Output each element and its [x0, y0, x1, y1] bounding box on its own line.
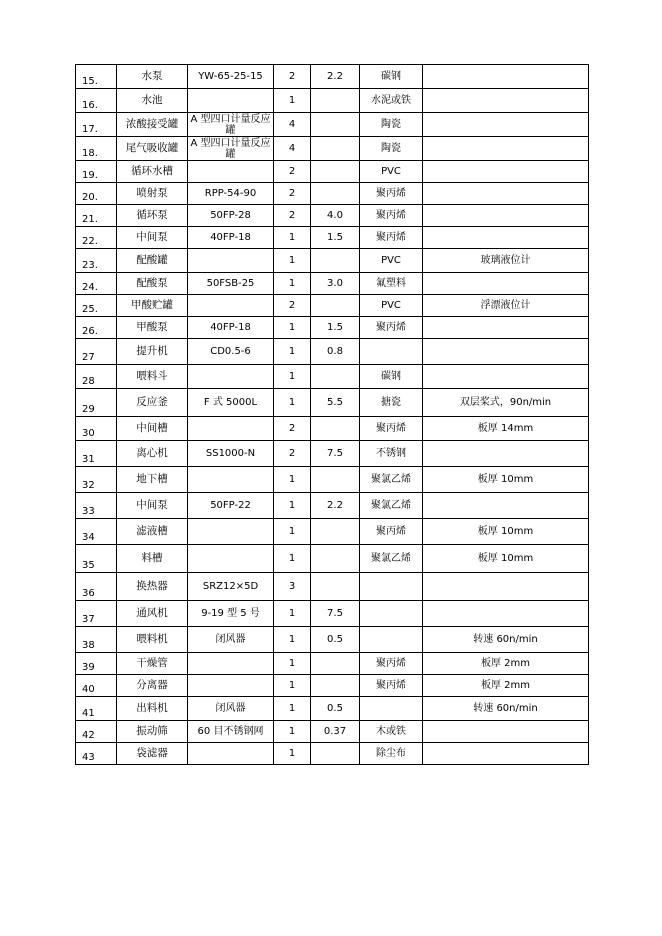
model-spec-cell: 50FSB-25	[188, 273, 274, 295]
material-cell: 除尘布	[360, 743, 423, 765]
row-number-cell: 20.	[76, 183, 117, 205]
power-kw-cell	[311, 183, 360, 205]
equipment-name-cell: 循环泵	[117, 205, 188, 227]
quantity-cell: 1	[274, 89, 311, 113]
table-row	[76, 227, 589, 249]
equipment-name-cell: 中间泵	[117, 227, 188, 249]
remarks-cell	[423, 205, 589, 227]
remarks-cell	[423, 113, 589, 137]
row-number-cell: 23.	[76, 249, 117, 273]
model-spec-cell: YW-65-25-15	[188, 65, 274, 89]
remarks-cell: 板厚 10mm	[423, 519, 589, 545]
material-cell: PVC	[360, 249, 423, 273]
power-kw-cell: 7.5	[311, 601, 360, 627]
table-row	[76, 339, 589, 365]
table-row	[76, 389, 589, 417]
equipment-name-cell: 甲酸贮罐	[117, 295, 188, 317]
model-spec-cell	[188, 417, 274, 441]
model-spec-cell: 闭风器	[188, 697, 274, 721]
material-cell: 陶瓷	[360, 113, 423, 137]
remarks-cell	[423, 365, 589, 389]
power-kw-cell: 0.8	[311, 339, 360, 365]
remarks-cell	[423, 183, 589, 205]
quantity-cell: 4	[274, 137, 311, 161]
row-number-cell: 18.	[76, 137, 117, 161]
remarks-cell	[423, 721, 589, 743]
remarks-cell	[423, 441, 589, 467]
row-number-cell: 21.	[76, 205, 117, 227]
quantity-cell: 1	[274, 467, 311, 493]
material-cell: 氟塑料	[360, 273, 423, 295]
power-kw-cell: 0.37	[311, 721, 360, 743]
model-spec-cell: 50FP-28	[188, 205, 274, 227]
power-kw-cell	[311, 161, 360, 183]
quantity-cell: 3	[274, 573, 311, 601]
model-spec-cell: 60 目不锈钢网	[188, 721, 274, 743]
equipment-table-body	[76, 65, 589, 765]
table-row	[76, 365, 589, 389]
row-number-cell: 17.	[76, 113, 117, 137]
row-number-cell: 38	[76, 627, 117, 653]
material-cell: 不锈钢	[360, 441, 423, 467]
model-spec-cell: SS1000-N	[188, 441, 274, 467]
table-row	[76, 89, 589, 113]
equipment-name-cell: 分离器	[117, 675, 188, 697]
remarks-cell: 浮漂液位计	[423, 295, 589, 317]
remarks-cell	[423, 65, 589, 89]
material-cell	[360, 627, 423, 653]
material-cell: 陶瓷	[360, 137, 423, 161]
equipment-table	[75, 64, 589, 765]
remarks-cell: 转速 60n/min	[423, 697, 589, 721]
quantity-cell: 2	[274, 417, 311, 441]
row-number-cell: 39	[76, 653, 117, 675]
model-spec-cell	[188, 519, 274, 545]
equipment-name-cell: 配酸泵	[117, 273, 188, 295]
remarks-cell	[423, 573, 589, 601]
quantity-cell: 1	[274, 227, 311, 249]
row-number-cell: 36	[76, 573, 117, 601]
power-kw-cell: 7.5	[311, 441, 360, 467]
row-number-cell: 42	[76, 721, 117, 743]
model-spec-cell	[188, 89, 274, 113]
model-spec-cell: RPP-54-90	[188, 183, 274, 205]
row-number-cell: 24.	[76, 273, 117, 295]
equipment-name-cell: 离心机	[117, 441, 188, 467]
power-kw-cell	[311, 519, 360, 545]
power-kw-cell: 1.5	[311, 317, 360, 339]
equipment-name-cell: 水泵	[117, 65, 188, 89]
row-number-cell: 27	[76, 339, 117, 365]
model-spec-cell: A 型四口计量反应罐	[188, 113, 274, 137]
power-kw-cell	[311, 113, 360, 137]
table-row	[76, 573, 589, 601]
model-spec-cell	[188, 467, 274, 493]
power-kw-cell	[311, 137, 360, 161]
row-number-cell: 31	[76, 441, 117, 467]
equipment-name-cell: 配酸罐	[117, 249, 188, 273]
material-cell	[360, 573, 423, 601]
equipment-name-cell: 干燥管	[117, 653, 188, 675]
model-spec-cell: CD0.5-6	[188, 339, 274, 365]
model-spec-cell: 50FP-22	[188, 493, 274, 519]
equipment-name-cell: 中间槽	[117, 417, 188, 441]
power-kw-cell	[311, 417, 360, 441]
remarks-cell: 板厚 10mm	[423, 545, 589, 573]
quantity-cell: 1	[274, 389, 311, 417]
quantity-cell: 1	[274, 627, 311, 653]
remarks-cell: 板厚 10mm	[423, 467, 589, 493]
remarks-cell: 板厚 2mm	[423, 675, 589, 697]
remarks-cell	[423, 89, 589, 113]
quantity-cell: 1	[274, 721, 311, 743]
model-spec-cell: 闭风器	[188, 627, 274, 653]
row-number-cell: 28	[76, 365, 117, 389]
power-kw-cell	[311, 545, 360, 573]
row-number-cell: 32	[76, 467, 117, 493]
row-number-cell: 43	[76, 743, 117, 765]
material-cell: 聚丙烯	[360, 417, 423, 441]
quantity-cell: 2	[274, 183, 311, 205]
equipment-name-cell: 水池	[117, 89, 188, 113]
remarks-cell: 板厚 14mm	[423, 417, 589, 441]
material-cell: 聚丙烯	[360, 653, 423, 675]
quantity-cell: 2	[274, 205, 311, 227]
table-row	[76, 545, 589, 573]
material-cell: 木或铁	[360, 721, 423, 743]
table-row	[76, 627, 589, 653]
model-spec-cell	[188, 161, 274, 183]
model-spec-cell	[188, 295, 274, 317]
power-kw-cell: 0.5	[311, 627, 360, 653]
row-number-cell: 41	[76, 697, 117, 721]
model-spec-cell	[188, 249, 274, 273]
material-cell: PVC	[360, 161, 423, 183]
quantity-cell: 1	[274, 601, 311, 627]
row-number-cell: 22.	[76, 227, 117, 249]
power-kw-cell	[311, 89, 360, 113]
material-cell	[360, 697, 423, 721]
equipment-name-cell: 料槽	[117, 545, 188, 573]
table-row	[76, 721, 589, 743]
equipment-name-cell: 循环水槽	[117, 161, 188, 183]
row-number-cell: 30	[76, 417, 117, 441]
power-kw-cell: 5.5	[311, 389, 360, 417]
table-row	[76, 697, 589, 721]
power-kw-cell	[311, 295, 360, 317]
row-number-cell: 37	[76, 601, 117, 627]
model-spec-cell: 40FP-18	[188, 317, 274, 339]
remarks-cell: 玻璃液位计	[423, 249, 589, 273]
equipment-name-cell: 地下槽	[117, 467, 188, 493]
row-number-cell: 34	[76, 519, 117, 545]
remarks-cell	[423, 601, 589, 627]
quantity-cell: 4	[274, 113, 311, 137]
quantity-cell: 1	[274, 743, 311, 765]
quantity-cell: 1	[274, 365, 311, 389]
material-cell: 聚丙烯	[360, 317, 423, 339]
quantity-cell: 1	[274, 317, 311, 339]
quantity-cell: 1	[274, 697, 311, 721]
table-row	[76, 675, 589, 697]
table-row	[76, 601, 589, 627]
quantity-cell: 1	[274, 519, 311, 545]
equipment-name-cell: 喂料机	[117, 627, 188, 653]
table-row	[76, 249, 589, 273]
equipment-name-cell: 出料机	[117, 697, 188, 721]
power-kw-cell	[311, 365, 360, 389]
equipment-name-cell: 袋滤器	[117, 743, 188, 765]
remarks-cell	[423, 273, 589, 295]
model-spec-cell	[188, 545, 274, 573]
table-row	[76, 161, 589, 183]
table-row	[76, 113, 589, 137]
remarks-cell	[423, 743, 589, 765]
equipment-name-cell: 喷射泵	[117, 183, 188, 205]
quantity-cell: 2	[274, 295, 311, 317]
model-spec-cell: A 型四口计量反应罐	[188, 137, 274, 161]
model-spec-cell	[188, 675, 274, 697]
remarks-cell	[423, 317, 589, 339]
quantity-cell: 1	[274, 273, 311, 295]
remarks-cell	[423, 227, 589, 249]
power-kw-cell: 2.2	[311, 65, 360, 89]
remarks-cell	[423, 493, 589, 519]
table-row	[76, 743, 589, 765]
quantity-cell: 1	[274, 339, 311, 365]
power-kw-cell: 4.0	[311, 205, 360, 227]
quantity-cell: 1	[274, 545, 311, 573]
equipment-name-cell: 浓酸接受罐	[117, 113, 188, 137]
remarks-cell: 转速 60n/min	[423, 627, 589, 653]
quantity-cell: 2	[274, 161, 311, 183]
table-row	[76, 65, 589, 89]
material-cell: 聚丙烯	[360, 519, 423, 545]
power-kw-cell	[311, 653, 360, 675]
quantity-cell: 2	[274, 65, 311, 89]
power-kw-cell: 0.5	[311, 697, 360, 721]
model-spec-cell: 9-19 型 5 号	[188, 601, 274, 627]
row-number-cell: 26.	[76, 317, 117, 339]
table-row	[76, 137, 589, 161]
material-cell: 聚丙烯	[360, 183, 423, 205]
row-number-cell: 25.	[76, 295, 117, 317]
table-row	[76, 493, 589, 519]
material-cell: 聚丙烯	[360, 675, 423, 697]
table-row	[76, 467, 589, 493]
remarks-cell	[423, 161, 589, 183]
row-number-cell: 19.	[76, 161, 117, 183]
remarks-cell	[423, 137, 589, 161]
power-kw-cell	[311, 675, 360, 697]
table-row	[76, 205, 589, 227]
model-spec-cell	[188, 365, 274, 389]
quantity-cell: 2	[274, 441, 311, 467]
model-spec-cell	[188, 653, 274, 675]
row-number-cell: 33	[76, 493, 117, 519]
power-kw-cell: 2.2	[311, 493, 360, 519]
material-cell: PVC	[360, 295, 423, 317]
material-cell: 聚丙烯	[360, 227, 423, 249]
table-row	[76, 183, 589, 205]
quantity-cell: 1	[274, 493, 311, 519]
remarks-cell	[423, 339, 589, 365]
material-cell: 碳钢	[360, 365, 423, 389]
equipment-name-cell: 振动筛	[117, 721, 188, 743]
power-kw-cell: 3.0	[311, 273, 360, 295]
power-kw-cell	[311, 467, 360, 493]
model-spec-cell: F 式 5000L	[188, 389, 274, 417]
equipment-name-cell: 尾气吸收罐	[117, 137, 188, 161]
model-spec-cell: SRZ12×5D	[188, 573, 274, 601]
equipment-name-cell: 提升机	[117, 339, 188, 365]
power-kw-cell	[311, 573, 360, 601]
row-number-cell: 40	[76, 675, 117, 697]
quantity-cell: 1	[274, 675, 311, 697]
quantity-cell: 1	[274, 249, 311, 273]
row-number-cell: 15.	[76, 65, 117, 89]
material-cell: 水泥或铁	[360, 89, 423, 113]
equipment-name-cell: 甲酸泵	[117, 317, 188, 339]
equipment-name-cell: 中间泵	[117, 493, 188, 519]
material-cell	[360, 339, 423, 365]
table-row	[76, 417, 589, 441]
power-kw-cell	[311, 249, 360, 273]
equipment-name-cell: 反应釜	[117, 389, 188, 417]
table-row	[76, 653, 589, 675]
equipment-name-cell: 通风机	[117, 601, 188, 627]
equipment-name-cell: 换热器	[117, 573, 188, 601]
material-cell: 碳钢	[360, 65, 423, 89]
material-cell: 聚氯乙烯	[360, 467, 423, 493]
equipment-name-cell: 喂料斗	[117, 365, 188, 389]
material-cell: 聚氯乙烯	[360, 493, 423, 519]
table-row	[76, 317, 589, 339]
table-row	[76, 519, 589, 545]
table-row	[76, 295, 589, 317]
row-number-cell: 35	[76, 545, 117, 573]
equipment-name-cell: 滤液槽	[117, 519, 188, 545]
power-kw-cell: 1.5	[311, 227, 360, 249]
material-cell	[360, 601, 423, 627]
table-row	[76, 441, 589, 467]
quantity-cell: 1	[274, 653, 311, 675]
material-cell: 聚丙烯	[360, 205, 423, 227]
model-spec-cell: 40FP-18	[188, 227, 274, 249]
power-kw-cell	[311, 743, 360, 765]
material-cell: 搪瓷	[360, 389, 423, 417]
table-row	[76, 273, 589, 295]
model-spec-cell	[188, 743, 274, 765]
remarks-cell: 板厚 2mm	[423, 653, 589, 675]
material-cell: 聚氯乙烯	[360, 545, 423, 573]
row-number-cell: 16.	[76, 89, 117, 113]
row-number-cell: 29	[76, 389, 117, 417]
remarks-cell: 双层桨式，90n/min	[423, 389, 589, 417]
